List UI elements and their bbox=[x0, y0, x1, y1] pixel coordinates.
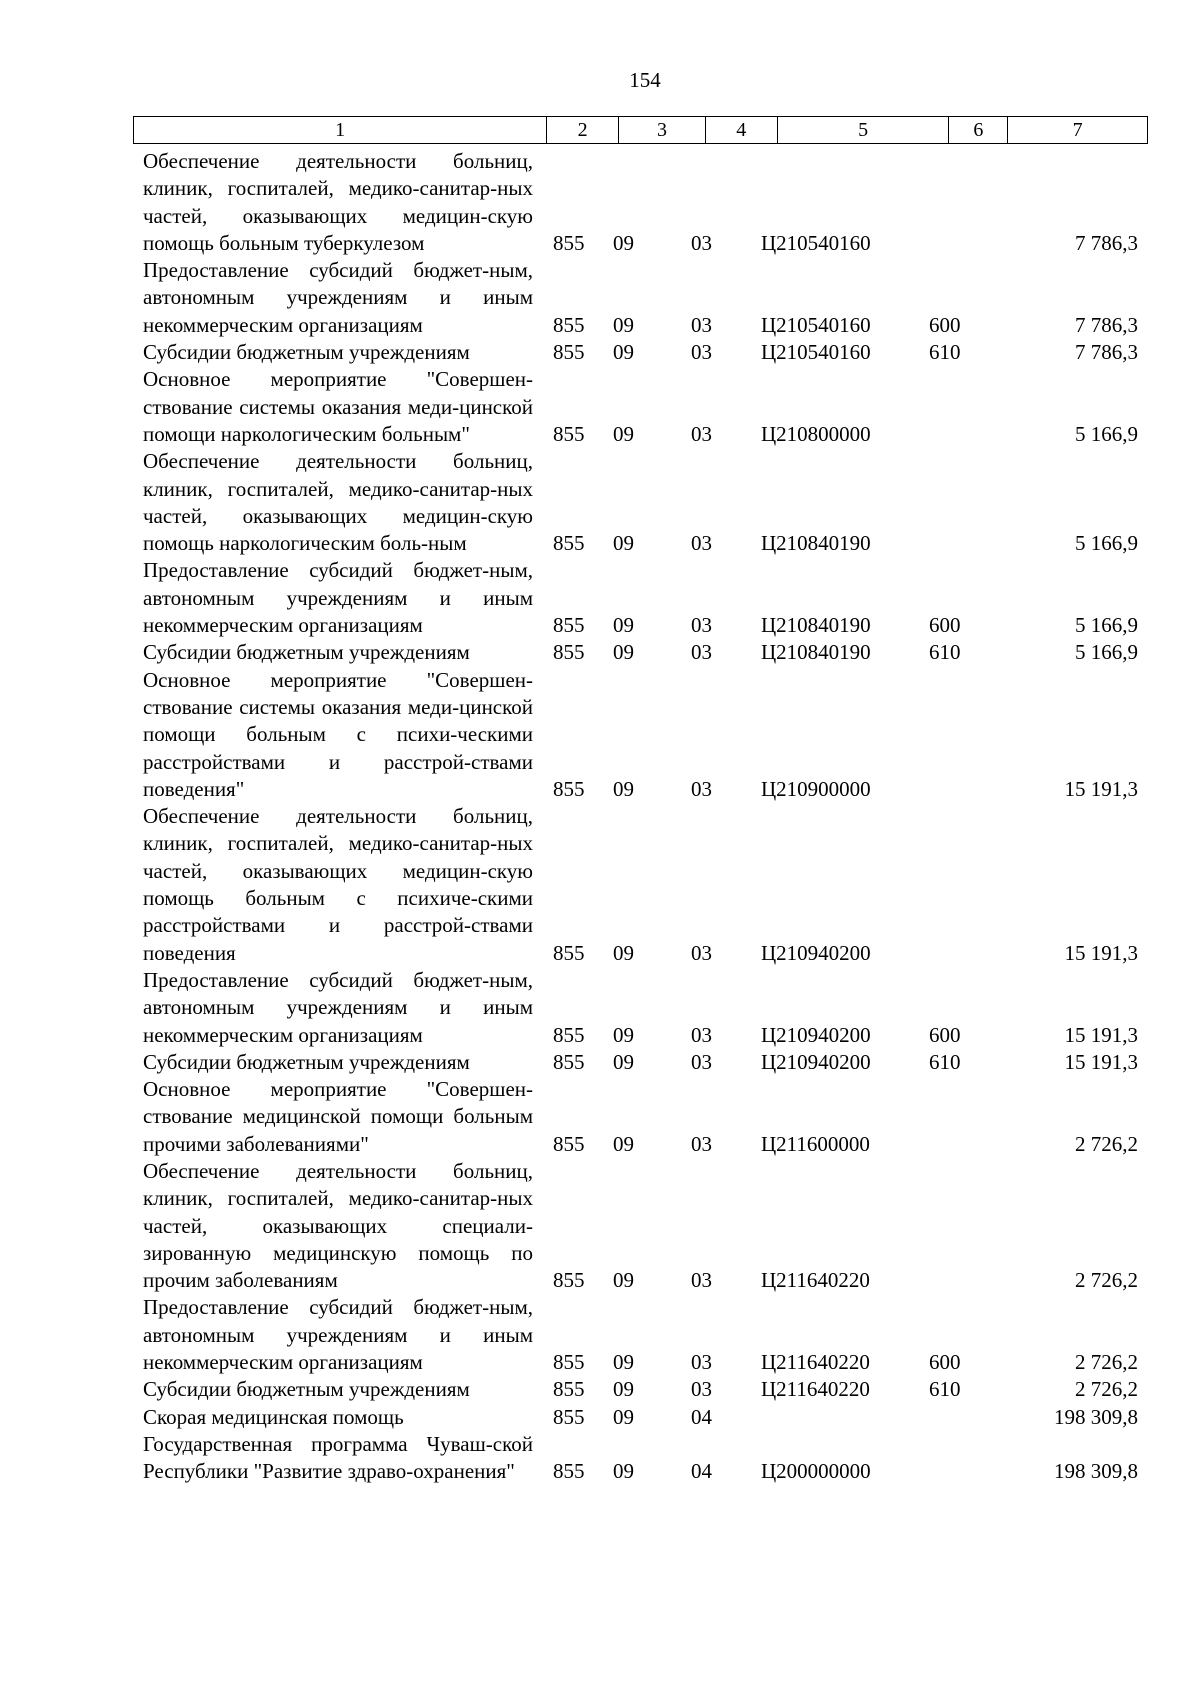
table-row bbox=[143, 339, 1143, 366]
table-row bbox=[143, 1431, 1143, 1486]
row-col-3: 09 bbox=[613, 613, 634, 638]
table-row bbox=[143, 1376, 1143, 1403]
row-col-7: 198 309,8 bbox=[1054, 1404, 1138, 1429]
row-col-6: 610 bbox=[929, 640, 961, 665]
row-description: Основное мероприятие "Совершен-ствование системы оказания меди-цинской помощи наркологическим больным" bbox=[143, 367, 533, 446]
row-description: Обеспечение деятельности больниц, клиник, госпиталей, медико-санитар-ных частей, оказывающих специали-зированную медицинскую помощь по прочим заболеваниям bbox=[143, 1158, 533, 1293]
table-row bbox=[143, 1294, 1143, 1376]
table-header bbox=[133, 116, 1148, 144]
row-col-3: 09 bbox=[613, 1404, 634, 1429]
row-col-2: 855 bbox=[553, 776, 585, 801]
row-col-5: Ц210800000 bbox=[761, 421, 871, 446]
row-col-3: 09 bbox=[613, 230, 634, 255]
row-col-5: Ц210940200 bbox=[761, 1022, 871, 1047]
row-col-4: 03 bbox=[691, 640, 712, 665]
row-col-3: 09 bbox=[613, 640, 634, 665]
row-col-7: 15 191,3 bbox=[1064, 1022, 1138, 1047]
header-col-6: 6 bbox=[949, 117, 1008, 143]
page-number: 154 bbox=[629, 68, 661, 92]
row-col-3: 09 bbox=[613, 1049, 634, 1074]
row-col-4: 03 bbox=[691, 1377, 712, 1402]
row-col-7: 7 786,3 bbox=[1075, 312, 1138, 337]
row-col-3: 09 bbox=[613, 776, 634, 801]
row-col-4: 03 bbox=[691, 312, 712, 337]
row-col-3: 09 bbox=[613, 340, 634, 365]
row-col-4: 03 bbox=[691, 1049, 712, 1074]
row-col-2: 855 bbox=[553, 340, 585, 365]
row-col-4: 03 bbox=[691, 776, 712, 801]
row-col-2: 855 bbox=[553, 613, 585, 638]
row-col-3: 09 bbox=[613, 1131, 634, 1156]
row-description: Обеспечение деятельности больниц, клиник, госпиталей, медико-санитар-ных частей, оказывающих медицин-скую помощь наркологическим боль-ным bbox=[143, 449, 533, 556]
row-col-2: 855 bbox=[553, 1377, 585, 1402]
row-col-4: 03 bbox=[691, 230, 712, 255]
row-col-7: 5 166,9 bbox=[1075, 421, 1138, 446]
row-col-3: 09 bbox=[613, 1350, 634, 1375]
row-col-3: 09 bbox=[613, 940, 634, 965]
row-col-2: 855 bbox=[553, 230, 585, 255]
row-col-3: 09 bbox=[613, 531, 634, 556]
row-col-6: 600 bbox=[929, 613, 961, 638]
row-col-6: 610 bbox=[929, 340, 961, 365]
row-description: Основное мероприятие "Совершен-ствование медицинской помощи больным прочими заболеваниями" bbox=[143, 1077, 533, 1156]
table-row bbox=[143, 1404, 1143, 1431]
row-col-3: 09 bbox=[613, 1268, 634, 1293]
header-col-7: 7 bbox=[1072, 119, 1083, 141]
row-description: Государственная программа Чуваш-ской Республики "Развитие здраво-охранения" bbox=[143, 1431, 533, 1484]
row-col-2: 855 bbox=[553, 1404, 585, 1429]
row-description: Основное мероприятие "Совершен-ствование системы оказания меди-цинской помощи больным с психи-ческими расстройствами и расстрой-ствами поведения" bbox=[143, 667, 533, 801]
table-row bbox=[143, 803, 1143, 967]
row-col-6: 610 bbox=[929, 1049, 961, 1074]
row-col-5: Ц211640220 bbox=[761, 1377, 870, 1402]
row-col-6: 600 bbox=[929, 312, 961, 337]
row-col-3: 09 bbox=[613, 1022, 634, 1047]
row-col-7: 2 726,2 bbox=[1075, 1131, 1138, 1156]
row-col-6: 600 bbox=[929, 1350, 961, 1375]
row-description: Предоставление субсидий бюджет-ным, автономным учреждениям и иным некоммерческим организациям bbox=[143, 558, 533, 638]
table-row bbox=[143, 1049, 1143, 1076]
row-col-2: 855 bbox=[553, 312, 585, 337]
row-col-7: 5 166,9 bbox=[1075, 640, 1138, 665]
row-description: Субсидии бюджетным учреждениям bbox=[143, 340, 470, 365]
row-col-4: 03 bbox=[691, 940, 712, 965]
table-row bbox=[143, 639, 1143, 666]
row-col-5: Ц210840190 bbox=[761, 613, 871, 638]
row-col-5: Ц200000000 bbox=[761, 1459, 871, 1484]
row-col-7: 15 191,3 bbox=[1064, 940, 1138, 965]
row-col-2: 855 bbox=[553, 1049, 585, 1074]
row-col-7: 7 786,3 bbox=[1075, 230, 1138, 255]
row-description: Субсидии бюджетным учреждениям bbox=[143, 640, 470, 665]
table-row bbox=[143, 148, 1143, 257]
table-row bbox=[143, 667, 1143, 803]
row-col-4: 03 bbox=[691, 340, 712, 365]
row-col-4: 03 bbox=[691, 1131, 712, 1156]
row-description: Скорая медицинская помощь bbox=[143, 1404, 404, 1429]
row-col-2: 855 bbox=[553, 1022, 585, 1047]
row-col-7: 7 786,3 bbox=[1075, 340, 1138, 365]
row-col-5: Ц211640220 bbox=[761, 1350, 870, 1375]
row-col-4: 04 bbox=[691, 1459, 712, 1484]
row-col-7: 15 191,3 bbox=[1064, 776, 1138, 801]
row-col-5: Ц210940200 bbox=[761, 1049, 871, 1074]
table-row bbox=[143, 557, 1143, 639]
row-col-3: 09 bbox=[613, 421, 634, 446]
header-col-2: 2 bbox=[547, 117, 619, 143]
row-col-2: 855 bbox=[553, 1268, 585, 1293]
row-col-4: 03 bbox=[691, 531, 712, 556]
row-col-4: 03 bbox=[691, 1022, 712, 1047]
row-col-2: 855 bbox=[553, 1131, 585, 1156]
row-col-5: Ц210540160 bbox=[761, 340, 871, 365]
table-row bbox=[143, 366, 1143, 448]
row-description: Обеспечение деятельности больниц, клиник, госпиталей, медико-санитар-ных частей, оказывающих медицин-скую помощь больным с психиче-скими расстройствами и расстрой-ствами поведения bbox=[143, 804, 533, 965]
row-description: Предоставление субсидий бюджет-ным, автономным учреждениям и иным некоммерческим организациям bbox=[143, 967, 533, 1047]
row-description: Субсидии бюджетным учреждениям bbox=[143, 1049, 470, 1074]
header-col-1: 1 bbox=[134, 117, 547, 143]
row-col-6: 610 bbox=[929, 1377, 961, 1402]
row-col-7: 5 166,9 bbox=[1075, 613, 1138, 638]
row-col-7: 15 191,3 bbox=[1064, 1049, 1138, 1074]
table-row bbox=[143, 967, 1143, 1049]
row-col-5: Ц210540160 bbox=[761, 312, 871, 337]
row-col-5: Ц210840190 bbox=[761, 640, 871, 665]
header-col-5: 5 bbox=[778, 117, 950, 143]
table-row bbox=[143, 1076, 1143, 1158]
row-col-5: Ц210540160 bbox=[761, 230, 871, 255]
row-col-4: 03 bbox=[691, 613, 712, 638]
row-col-5: Ц210840190 bbox=[761, 531, 871, 556]
row-col-4: 03 bbox=[691, 1350, 712, 1375]
row-description: Обеспечение деятельности больниц, клиник, госпиталей, медико-санитар-ных частей, оказывающих медицин-скую помощь больным туберкулезом bbox=[143, 149, 533, 255]
row-col-5: Ц211600000 bbox=[761, 1131, 870, 1156]
row-col-5: Ц211640220 bbox=[761, 1268, 870, 1293]
row-description: Предоставление субсидий бюджет-ным, автономным учреждениям и иным некоммерческим организациям bbox=[143, 258, 533, 337]
row-description: Субсидии бюджетным учреждениям bbox=[143, 1377, 470, 1402]
row-col-6: 600 bbox=[929, 1022, 961, 1047]
row-col-4: 04 bbox=[691, 1404, 712, 1429]
header-col-3: 3 bbox=[619, 117, 706, 143]
row-col-7: 198 309,8 bbox=[1054, 1459, 1138, 1484]
row-col-3: 09 bbox=[613, 1377, 634, 1402]
row-col-7: 2 726,2 bbox=[1075, 1350, 1138, 1375]
header-col-4: 4 bbox=[706, 117, 778, 143]
row-col-5: Ц210900000 bbox=[761, 776, 871, 801]
table-row bbox=[143, 257, 1143, 339]
row-col-4: 03 bbox=[691, 421, 712, 446]
row-col-7: 2 726,2 bbox=[1075, 1377, 1138, 1402]
row-col-2: 855 bbox=[553, 421, 585, 446]
row-description: Предоставление субсидий бюджет-ным, автономным учреждениям и иным некоммерческим организациям bbox=[143, 1295, 533, 1375]
row-col-2: 855 bbox=[553, 531, 585, 556]
row-col-5: Ц210940200 bbox=[761, 940, 871, 965]
row-col-2: 855 bbox=[553, 640, 585, 665]
table-row bbox=[143, 1158, 1143, 1294]
row-col-7: 2 726,2 bbox=[1075, 1268, 1138, 1293]
table-body bbox=[143, 148, 1143, 1486]
row-col-2: 855 bbox=[553, 940, 585, 965]
row-col-3: 09 bbox=[613, 312, 634, 337]
row-col-7: 5 166,9 bbox=[1075, 531, 1138, 556]
row-col-2: 855 bbox=[553, 1459, 585, 1484]
table-row bbox=[143, 448, 1143, 557]
row-col-2: 855 bbox=[553, 1350, 585, 1375]
row-col-3: 09 bbox=[613, 1459, 634, 1484]
row-col-4: 03 bbox=[691, 1268, 712, 1293]
